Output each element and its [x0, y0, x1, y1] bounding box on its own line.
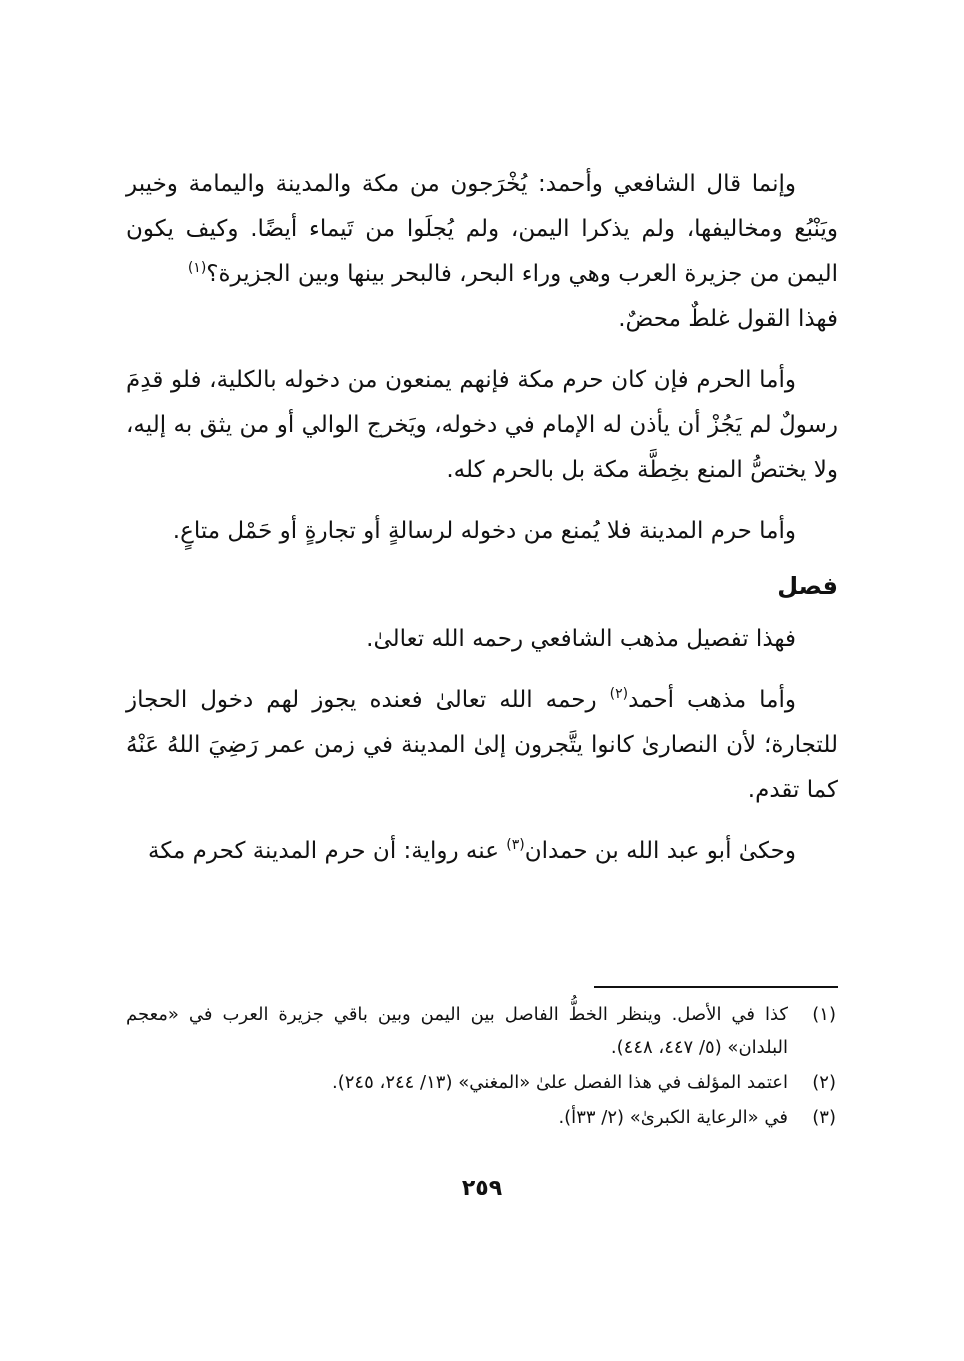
- footnote-3-text: في «الرعاية الكبرىٰ» (٢/ ٣٣أ).: [558, 1107, 788, 1128]
- footnote-1-text: كذا في الأصل. وينظر الخطُّ الفاصل بين اليمن وبين باقي جزيرة العرب في «معجم البلدان» (٥/ ٤٤٧، ٤٤٨).: [126, 1004, 788, 1058]
- footnote-2-text: اعتمد المؤلف في هذا الفصل علىٰ «المغني» (١٣/ ٢٤٤، ٢٤٥).: [332, 1072, 788, 1093]
- section-heading: فصل: [777, 572, 838, 600]
- footnote-1: [126, 998, 836, 1064]
- paragraph-6-start: وحكىٰ أبو عبد الله بن حمدان: [524, 838, 796, 864]
- main-text: [126, 162, 838, 890]
- footnote-3-number: (٣): [812, 1107, 836, 1128]
- paragraph-1: [126, 162, 838, 342]
- paragraph-1-conclusion: فهذا القول غلطٌ محضٌ.: [618, 306, 838, 332]
- footnotes: [126, 998, 836, 1136]
- paragraph-2: وأما الحرم فإن كان حرم مكة فإنهم يمنعون من دخوله بالكلية، فلو قدِمَ رسولٌ لم يَجُزْ أن يأذن له الإمام في دخوله، ويَخرج الوالي أو من يثق به إليه، ولا يختصُّ المنع بخِطَّة مكة بل بالحرم كله.: [126, 367, 838, 483]
- paragraph-1-text: وإنما قال الشافعي وأحمد: يُخْرَجون من مكة والمدينة واليمامة وخيبر ويَنْبُع ومخاليفها، ولم يذكرا اليمن، ولم يُجلَوا من تَيماء أيضًا. وكيف يكون اليمن من جزيرة العرب وهي وراء البحر، فالبحر بينها وبين الجزيرة؟: [126, 171, 838, 287]
- footnote-ref-3: (٣): [506, 837, 525, 853]
- paragraph-5-start: وأما مذهب أحمد: [628, 687, 796, 713]
- paragraph-3: وأما حرم المدينة فلا يُمنع من دخوله لرسالةٍ أو تجارةٍ أو حَمْل متاعٍ.: [172, 518, 796, 544]
- footnote-separator: [594, 986, 838, 988]
- page-number: ٢٥٩: [461, 1176, 503, 1201]
- footnote-3: [126, 1101, 836, 1134]
- paragraph-6: [126, 829, 838, 874]
- footnote-ref-1: (١): [187, 260, 207, 276]
- paragraph-6-rest: عنه رواية: أن حرم المدينة كحرم مكة: [148, 838, 499, 864]
- footnote-2-number: (٢): [812, 1072, 836, 1093]
- footnote-1-number: (١): [812, 1004, 836, 1025]
- paragraph-5-rest: رحمه الله تعالىٰ فعنده يجوز لهم دخول الحجاز للتجارة؛ لأن النصارىٰ كانوا يتَّجرون إلىٰ المدينة في زمن عمر رَضِيَ اللهُ عَنْهُ كما تقدم.: [126, 687, 838, 803]
- footnote-ref-2: (٢): [609, 686, 629, 702]
- footnote-2: [126, 1066, 836, 1099]
- paragraph-4: فهذا تفصيل مذهب الشافعي رحمه الله تعالىٰ.: [366, 626, 796, 652]
- paragraph-5: [126, 678, 838, 813]
